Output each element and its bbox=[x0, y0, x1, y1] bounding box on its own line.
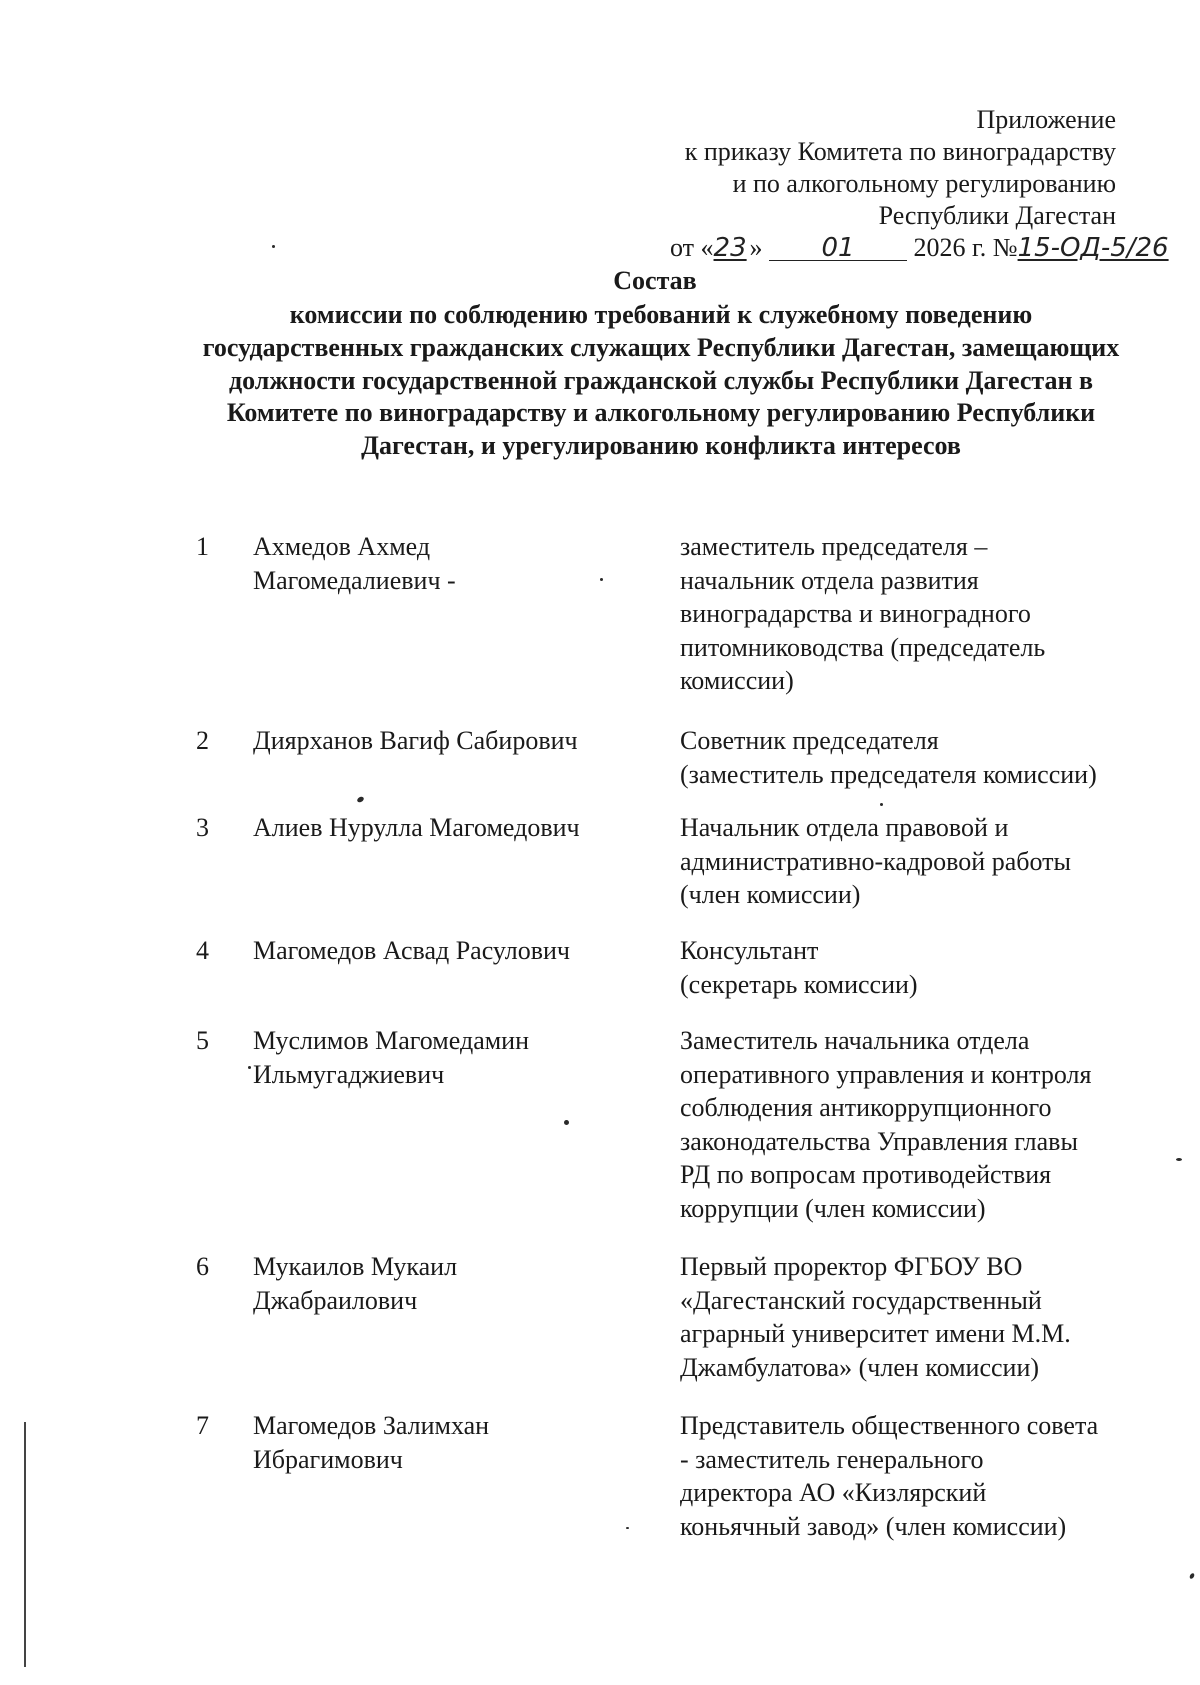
date-quote-close: » bbox=[749, 233, 763, 262]
member-role: Первый проректор ФГБОУ ВО «Дагестанский государственный аграрный университет имени М.М. Джамбулатова» (член комиссии) bbox=[680, 1252, 1071, 1382]
scan-margin-line bbox=[24, 1422, 26, 1667]
member-number: 2 bbox=[196, 726, 209, 755]
scan-speck bbox=[1189, 1572, 1195, 1579]
member-number: 1 bbox=[196, 532, 209, 561]
month-field bbox=[769, 232, 907, 261]
scan-speck bbox=[248, 1066, 251, 1069]
order-reference-line2: и по алкогольному регулированию bbox=[732, 169, 1116, 198]
member-role: Начальник отдела правовой и административно-кадровой работы (член комиссии) bbox=[680, 813, 1071, 909]
member-number: 7 bbox=[196, 1411, 209, 1440]
document-title: Состав bbox=[613, 266, 697, 295]
member-role: Заместитель начальника отдела оперативного управления и контроля соблюдения антикоррупционного законодательства Управления главы РД по вопросам противодействия коррупции (член комиссии) bbox=[680, 1026, 1092, 1223]
member-role: Представитель общественного совета - заместитель генерального директора АО «Кизлярский коньячный завод» (член комиссии) bbox=[680, 1411, 1099, 1541]
member-number: 4 bbox=[196, 936, 209, 965]
member-name: Алиев Нурулла Магомедович bbox=[253, 813, 580, 842]
scan-speck bbox=[880, 803, 883, 806]
handwritten-day: 23 bbox=[713, 233, 747, 263]
scan-speck bbox=[564, 1120, 569, 1125]
member-name: Диярханов Вагиф Сабирович bbox=[253, 726, 578, 755]
member-name: Магомедов Залимхан Ибрагимович bbox=[253, 1411, 490, 1474]
member-name: Мукаилов Мукаил Джабраилович bbox=[253, 1252, 458, 1315]
scan-speck bbox=[356, 796, 365, 804]
date-prefix: от « bbox=[670, 233, 714, 262]
member-number: 3 bbox=[196, 813, 209, 842]
scan-speck bbox=[600, 578, 603, 581]
member-role: Консультант (секретарь комиссии) bbox=[680, 936, 918, 999]
order-reference-line1: к приказу Комитета по виноградарству bbox=[684, 137, 1116, 166]
appendix-label: Приложение bbox=[976, 105, 1116, 134]
document-subtitle: комиссии по соблюдению требований к служебному поведению государственных гражданских служащих Республики Дагестан, замещающих должности государственной гражданской службы Республики Дагестан в Комитете по виноградарству и алкогольному регулированию Республики Дагестан, и урегулированию конфликта интересов bbox=[202, 300, 1120, 461]
scan-speck bbox=[1176, 1158, 1182, 1161]
member-role: Советник председателя (заместитель председателя комиссии) bbox=[680, 726, 1097, 789]
member-role: заместитель председателя – начальник отдела развития виноградарства и виноградного питомниководства (председатель комиссии) bbox=[680, 532, 1046, 695]
order-date-line bbox=[670, 232, 1169, 264]
member-number: 6 bbox=[196, 1252, 209, 1281]
order-reference-line3: Республики Дагестан bbox=[878, 201, 1116, 230]
date-year: 2026 г. № bbox=[913, 233, 1018, 262]
scan-speck bbox=[626, 1527, 629, 1529]
handwritten-month: 01 bbox=[821, 233, 855, 263]
handwritten-order-number: 15-ОД-5/26 bbox=[1017, 233, 1169, 263]
member-number: 5 bbox=[196, 1026, 209, 1055]
scan-speck bbox=[272, 245, 275, 248]
member-name: Муслимов Магомедамин Ильмугаджиевич bbox=[253, 1026, 530, 1089]
member-name: Ахмедов Ахмед Магомедалиевич - bbox=[253, 532, 456, 595]
member-name: Магомедов Асвад Расулович bbox=[253, 936, 571, 965]
